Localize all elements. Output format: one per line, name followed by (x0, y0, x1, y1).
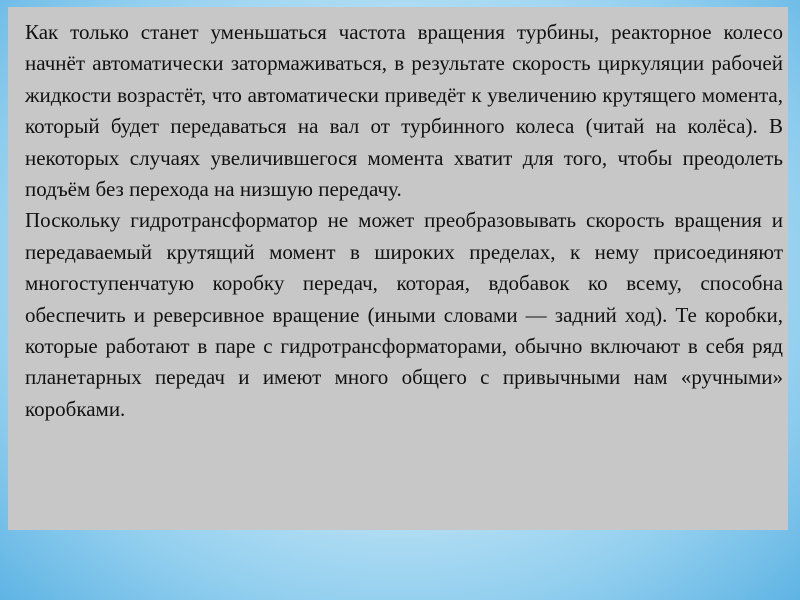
body-text (25, 17, 783, 425)
paragraph-2: Поскольку гидротрансформатор не может преобразовывать скорость вращения и передаваемый крутящий момент в широких пределах, к нему присоединяют многоступенчатую коробку передач, которая, вдобавок ко всему, способна обеспечить и реверсивное вращение (иными словами — задний ход). Те коробки, которые работают в паре с гидротрансформаторами, обычно включают в себя ряд планетарных передач и имеют много общего с привычными нам «ручными» коробками. (25, 208, 783, 421)
text-panel (8, 7, 788, 530)
paragraph-1: Как только станет уменьшаться частота вращения турбины, реакторное колесо начнёт автоматически затормаживаться, в результате скорость циркуляции рабочей жидкости возрастёт, что автоматически приведёт к увеличению крутящего момента, который будет передаваться на вал от турбинного колеса (читай на колёса). В некоторых случаях увеличившегося момента хватит для того, чтобы преодолеть подъём без перехода на низшую передачу. (25, 20, 783, 202)
